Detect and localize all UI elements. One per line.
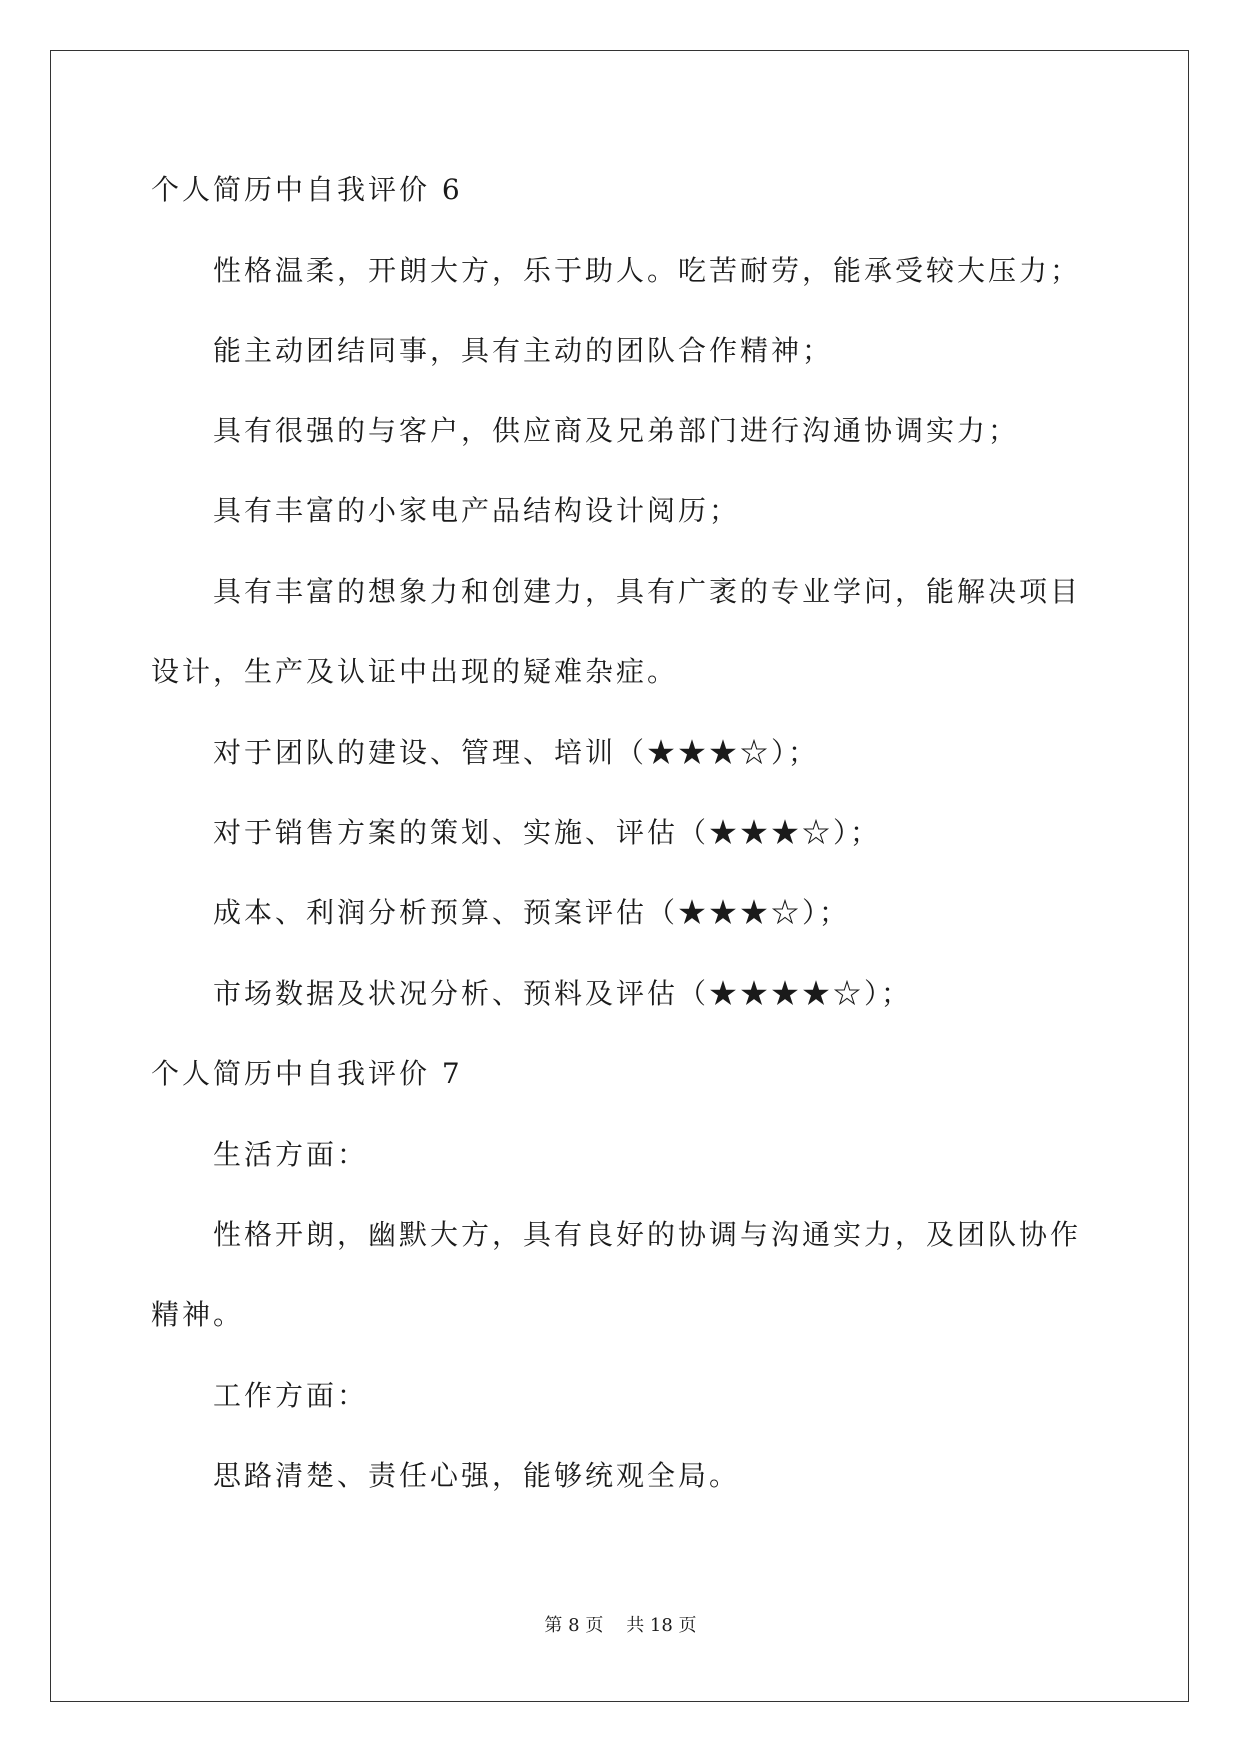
paragraph-line: 思路清楚、责任心强，能够统观全局。 xyxy=(213,1459,741,1492)
paragraph-continuation: 设计，生产及认证中出现的疑难杂症。 xyxy=(151,655,679,688)
section-heading-7: 个人简历中自我评价 7 xyxy=(151,1057,463,1090)
rating-line: 成本、利润分析预算、预案评估（★★★☆）； xyxy=(213,896,851,929)
paragraph-continuation: 精神。 xyxy=(151,1298,245,1331)
paragraph-line: 具有丰富的小家电产品结构设计阅历； xyxy=(213,494,741,527)
paragraph-line: 能主动团结同事，具有主动的团队合作精神； xyxy=(213,334,834,367)
page-border xyxy=(50,50,1189,1702)
rating-line: 对于销售方案的策划、实施、评估（★★★☆）； xyxy=(213,816,882,849)
paragraph-line: 性格开朗，幽默大方，具有良好的协调与沟通实力，及团队协作 xyxy=(213,1218,1082,1251)
rating-line: 对于团队的建设、管理、培训（★★★☆）； xyxy=(213,736,820,769)
paragraph-line: 性格温柔，开朗大方，乐于助人。吃苦耐劳，能承受较大压力； xyxy=(213,254,1082,287)
subheading-life: 生活方面： xyxy=(213,1138,369,1171)
paragraph-line: 具有丰富的想象力和创建力，具有广袤的专业学问，能解决项目 xyxy=(213,575,1082,608)
section-heading-6: 个人简历中自我评价 6 xyxy=(151,173,463,206)
page-number-footer: 第 8 页 共 18 页 xyxy=(544,1615,697,1636)
paragraph-line: 具有很强的与客户，供应商及兄弟部门进行沟通协调实力； xyxy=(213,414,1020,447)
subheading-work: 工作方面： xyxy=(213,1379,369,1412)
rating-line: 市场数据及状况分析、预料及评估（★★★★☆）； xyxy=(213,977,913,1010)
